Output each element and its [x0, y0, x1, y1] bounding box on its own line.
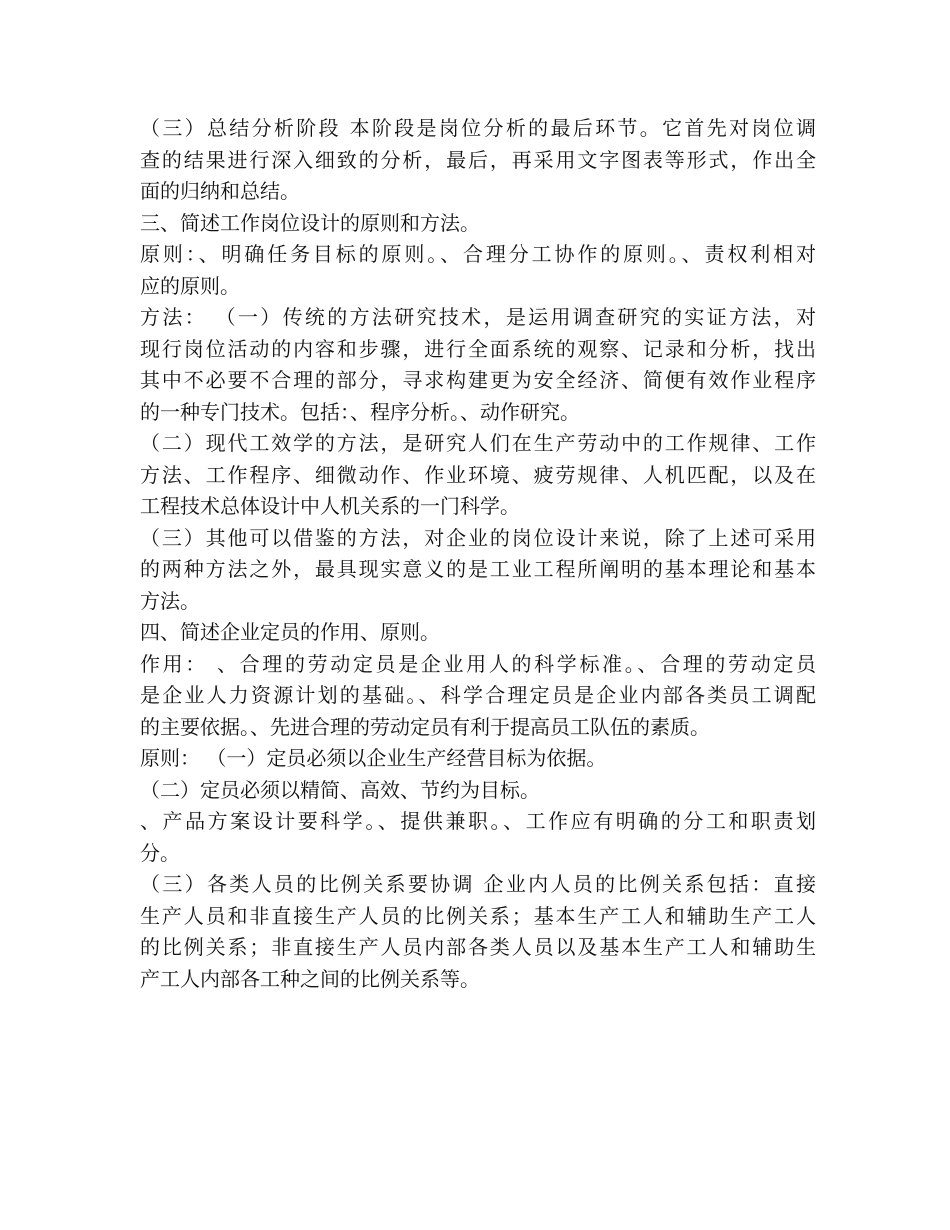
text-line: 生产人员和非直接生产人员的比例关系；基本生产工人和辅助生产工人 — [140, 903, 816, 928]
text-line: 的比例关系；非直接生产人员内部各类人员以及基本生产工人和辅助生 — [140, 935, 816, 959]
document-page — [140, 113, 816, 995]
text-line: 三、简述工作岗位设计的原则和方法。 — [140, 210, 480, 235]
text-line: 现行岗位活动的内容和步骤，进行全面系统的观察、记录和分析，找出 — [140, 336, 816, 361]
text-line: 方法： （一）传统的方法研究技术，是运用调查研究的实证方法，对 — [140, 305, 816, 329]
text-line: 四、简述企业定员的作用、原则。 — [140, 620, 440, 644]
text-line: 工程技术总体设计中人机关系的一门科学。 — [140, 494, 520, 518]
text-line: 方法、工作程序、细微动作、作业环境、疲劳规律、人机匹配，以及在 — [140, 462, 816, 487]
text-line: （三）其他可以借鉴的方法，对企业的岗位设计来说，除了上述可采用 — [140, 525, 816, 550]
text-line: 作用： 、合理的劳动定员是企业用人的科学标准。、合理的劳动定员 — [140, 651, 816, 676]
text-line: 方法。 — [140, 588, 200, 613]
text-line: 查的结果进行深入细致的分析，最后，再采用文字图表等形式，作出全 — [140, 147, 816, 172]
text-line: 的主要依据。、先进合理的劳动定员有利于提高员工队伍的素质。 — [140, 714, 710, 739]
text-line: （三）各类人员的比例关系要协调 企业内人员的比例关系包括：直接 — [140, 872, 816, 896]
text-line: 其中不必要不合理的部分，寻求构建更为安全经济、简便有效作业程序 — [140, 368, 816, 392]
text-line: （二）现代工效学的方法，是研究人们在生产劳动中的工作规律、工作 — [140, 431, 816, 455]
text-line: （二）定员必须以精简、高效、节约为目标。 — [140, 777, 540, 802]
text-line: 分。 — [140, 840, 180, 865]
text-line: 是企业人力资源计划的基础。、科学合理定员是企业内部各类员工调配 — [140, 683, 816, 707]
text-line: 面的归纳和总结。 — [140, 179, 300, 203]
text-line: 应的原则。 — [140, 273, 240, 298]
text-line: 、产品方案设计要科学。、提供兼职。、工作应有明确的分工和职责划 — [140, 809, 816, 833]
text-line: 的两种方法之外，最具现实意义的是工业工程所阐明的基本理论和基本 — [140, 557, 816, 581]
text-line: 原则：、明确任务目标的原则。、合理分工协作的原则。、责权利相对 — [140, 242, 816, 266]
text-line: 产工人内部各工种之间的比例关系等。 — [140, 966, 480, 991]
text-line: 的一种专门技术。包括：、程序分析。、动作研究。 — [140, 399, 580, 424]
text-line: （三）总结分析阶段 本阶段是岗位分析的最后环节。它首先对岗位调 — [140, 116, 816, 140]
text-line: 原则： （一）定员必须以企业生产经营目标为依据。 — [140, 746, 607, 770]
